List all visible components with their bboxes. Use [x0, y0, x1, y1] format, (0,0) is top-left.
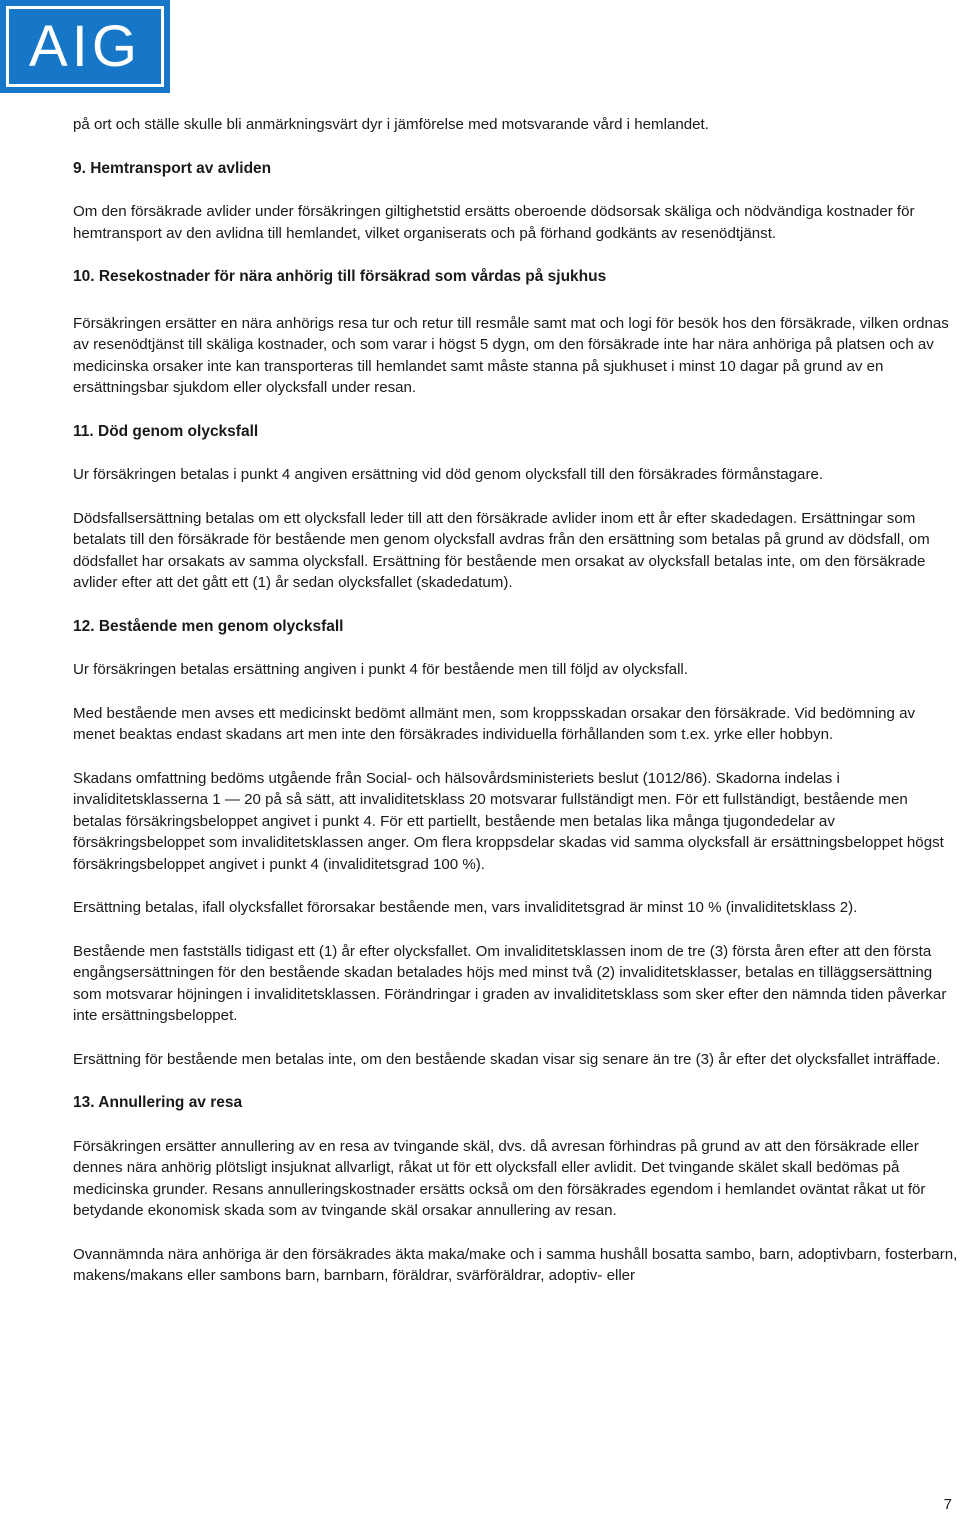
section-12-paragraph: Ersättning betalas, ifall olycksfallet förorsakar bestående men, vars invaliditetsgrad är minst 10 % (invaliditetsklass 2).: [73, 899, 858, 916]
section-11-heading: 11. Död genom olycksfall: [73, 422, 259, 440]
section-12-paragraph: Skadans omfattning bedöms utgående från Social- och hälsovårdsministeriets beslut (1012/86). Skadorna indelas i invaliditetsklasserna 1 — 20 på så sätt, att invaliditetsklass 20 motsvarar fullständigt men. För ett fullständigt, bestående men betalas försäkringsbeloppet angivet i punkt 4. För ett partiellt, bestående men betalas lika många tjugondedelar av försäkringsbeloppet som invaliditetsklassen anger. Om flera kroppsdelar skadas vid samma olycksfall är ersättningsbeloppet högst försäkringsbeloppet angivet i punkt 4 (invaliditetsgrad 100 %).: [73, 769, 944, 873]
document-body: [73, 114, 958, 1287]
intro-tail-paragraph: på ort och ställe skulle bli anmärkningsvärt dyr i jämförelse med motsvarande vård i hemlandet.: [73, 116, 709, 133]
section-13-paragraph: Försäkringen ersätter annullering av en resa av tvingande skäl, dvs. då avresan förhindras på grund av att den försäkrade eller dennes nära anhörig plötsligt insjuknat allvarligt, råkat ut för ett olycksfall eller avlidit. Det tvingande skälet skall bedömas på medicinska grunder. Resans annulleringskostnader ersätts också om den försäkrades egendom i hemlandet oväntat råkat ut för betydande ekonomisk skada som av tvingande skäl orsakar annullering av resan.: [73, 1137, 926, 1219]
section-11-paragraph: Ur försäkringen betalas i punkt 4 angiven ersättning vid död genom olycksfall till den försäkrades förmånstagare.: [73, 466, 824, 483]
section-12-paragraph: Med bestående men avses ett medicinskt bedömt allmänt men, som kroppsskadan orsakar den försäkrade. Vid bedömning av menet beaktas endast skadans art men inte den försäkrades individuella förhållanden som t.ex. yrke eller hobbyn.: [73, 704, 916, 743]
section-12-heading: 12. Bestående men genom olycksfall: [73, 617, 344, 635]
page-number: 7: [943, 1496, 952, 1513]
section-10-paragraph: Försäkringen ersätter en nära anhörigs resa tur och retur till resmåle samt mat och logi för besök hos den försäkrade, vilken ordnas av resenödtjänst till skäliga kostnader, och som varar i högst 5 dygn, om den försäkrade inte har nära anhöriga på platsen och av medicinska orsaker inte kan transporteras till hemlandet samt måste stanna på sjukhuset i minst 10 dagar på grund av en ersättningsbar sjukdom eller olycksfall under resan.: [73, 314, 949, 396]
section-13-paragraph: Ovannämnda nära anhöriga är den försäkrades äkta maka/make och i samma hushåll bosatta sambo, barn, adoptivbarn, fosterbarn, makens/makans eller sambons barn, barnbarn, föräldrar, svärföräldrar, adoptiv- eller: [73, 1245, 958, 1284]
section-12-paragraph: Bestående men fastställs tidigast ett (1) år efter olycksfallet. Om invaliditetsklassen inom de tre (3) första åren efter att den första engångsersättningen för den bestående skadan betalades höjs med minst två (2) invaliditetsklasser, betalas en tilläggsersättning som motsvarar höjningen i invaliditetsklassen. Förändringar i graden av invaliditetsklass som sker efter den nämnda tiden påverkar inte ersättningsbeloppet.: [73, 942, 947, 1024]
section-13-heading: 13. Annullering av resa: [73, 1094, 243, 1111]
aig-logo: [0, 0, 170, 93]
section-9-heading: 9. Hemtransport av avliden: [73, 159, 272, 177]
logo-text: AIG: [29, 13, 141, 79]
section-11-paragraph: Dödsfallsersättning betalas om ett olycksfall leder till att den försäkrade avlider inom ett år efter skadedagen. Ersättningar som betalats till den försäkrade för bestående men genom olycksfall avdras från den ersättning som betalas på grund av dödsfall, om dödsfallet har orsakats av samma olycksfall. Ersättning för bestående men orsakat av olycksfall betalas inte, om den försäkrade avlider efter att det gått ett (1) år sedan olycksfallet (skadedatum).: [73, 509, 930, 591]
section-10-heading: 10. Resekostnader för nära anhörig till försäkrad som vårdas på sjukhus: [73, 268, 607, 285]
section-12-paragraph: Ur försäkringen betalas ersättning angiven i punkt 4 för bestående men till följd av olycksfall.: [73, 661, 688, 678]
section-9-paragraph: Om den försäkrade avlider under försäkringen giltighetstid ersätts oberoende dödsorsak skäliga och nödvändiga kostnader för hemtransport av den avlidna till hemlandet, vilket organiserats och på förhand godkänts av resenödtjänst.: [73, 203, 915, 242]
section-12-paragraph: Ersättning för bestående men betalas inte, om den bestående skadan visar sig senare än tre (3) år efter det olycksfallet inträffade.: [73, 1050, 941, 1068]
